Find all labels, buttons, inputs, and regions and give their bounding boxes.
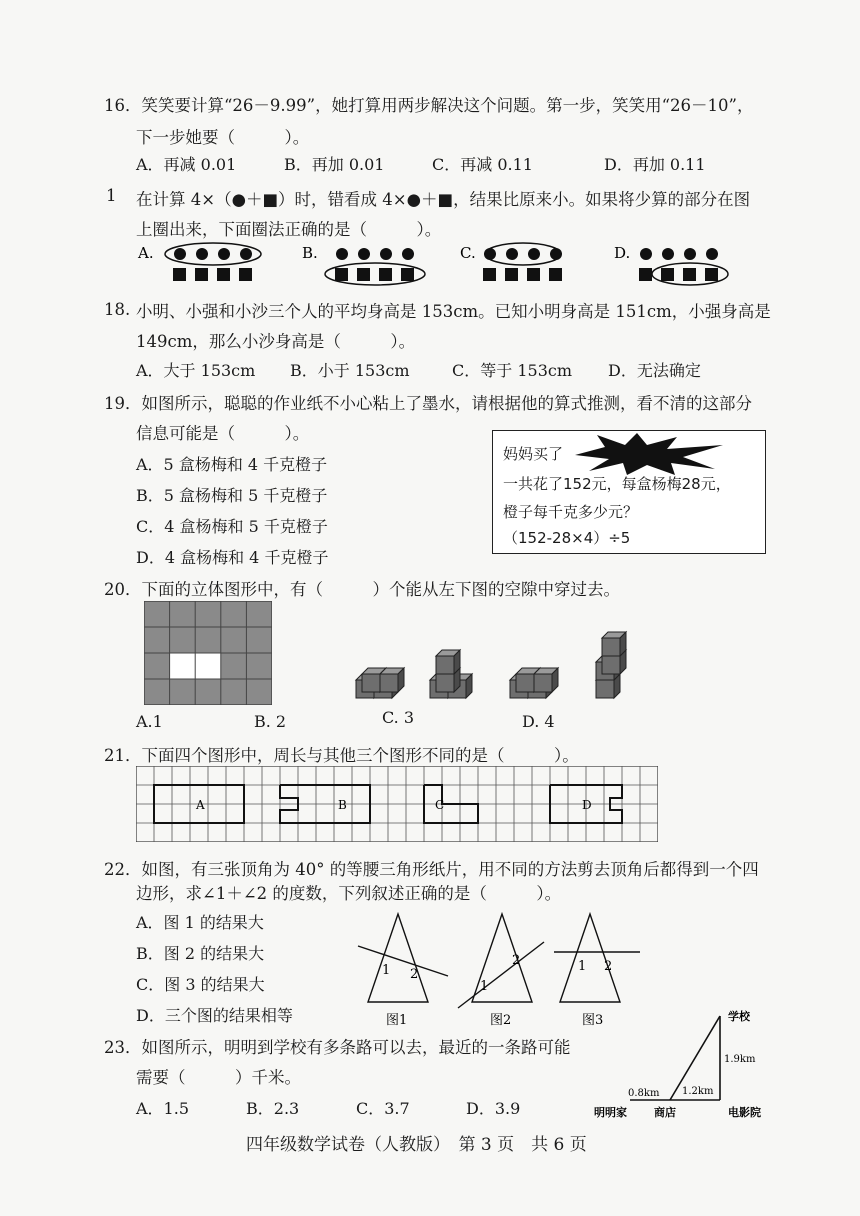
q21-grid-figures (136, 766, 658, 842)
q16-option-c: C．再减 0.11 (432, 155, 533, 174)
q22-fig1-angle1: 1 (382, 963, 391, 978)
q17-line1: 在计算 4×（●＋■）时，错看成 4×●＋■，结果比原来小。如果将少算的部分在图 (136, 190, 751, 209)
q18-option-d: D．无法确定 (608, 361, 701, 380)
q20-option-c: C. 3 (382, 708, 415, 727)
q22-option-a: A．图 1 的结果大 (136, 913, 264, 932)
q19-option-d: D．4 盒杨梅和 4 千克橙子 (136, 548, 329, 567)
q21-label-b: B (338, 798, 347, 812)
q23-option-b: B．2.3 (246, 1099, 300, 1118)
q21-line1: 21．下面四个图形中，周长与其他三个图形不同的是（ ）。 (104, 746, 579, 765)
q23-route-map (592, 1004, 772, 1126)
q23-cinema-label: 电影院 (728, 1106, 761, 1119)
q22-line1: 22．如图，有三张顶角为 40° 的等腰三角形纸片，用不同的方法剪去顶角后都得到一个四 (104, 860, 759, 879)
q17-label-d: D. (614, 244, 631, 262)
q19-box-line4: （152-28×4）÷5 (503, 529, 631, 547)
q17-label-c: C. (460, 244, 476, 262)
q22-fig3-angle1: 1 (578, 959, 587, 974)
q17-number: 1 (106, 186, 117, 205)
q22-fig2-angle1: 1 (480, 979, 489, 994)
q17-line2: 上圈出来，下面圈法正确的是（ ）。 (136, 220, 442, 239)
q16-line1: 16．笑笑要计算“26－9.99”，她打算用两步解决这个问题。第一步，笑笑用“26－10”， (104, 96, 754, 115)
q23-dist-0-8: 0.8km (628, 1088, 660, 1099)
q17-label-a: A. (138, 244, 154, 262)
q22-fig3-angle2: 2 (604, 959, 613, 974)
q16-option-d: D．再加 0.11 (604, 155, 706, 174)
q21-label-c: C (435, 798, 445, 812)
q19-line2: 信息可能是（ ）。 (136, 424, 310, 443)
q23-line2: 需要（ ）千米。 (136, 1068, 301, 1087)
q22-fig2-angle2: 2 (512, 953, 521, 968)
q22-option-c: C．图 3 的结果大 (136, 975, 265, 994)
q19-option-c: C．4 盒杨梅和 5 千克橙子 (136, 517, 328, 536)
q21-label-d: D (582, 798, 592, 812)
q23-dist-1-2: 1.2km (682, 1086, 714, 1097)
q22-option-d: D．三个图的结果相等 (136, 1006, 293, 1025)
ink-blot-icon (575, 433, 725, 475)
q17-label-b: B. (302, 244, 318, 262)
q17-figures (130, 236, 770, 286)
q20-line1: 20．下面的立体图形中，有（ ）个能从左下图的空隙中穿过去。 (104, 580, 620, 599)
q18-line1: 小明、小强和小沙三个人的平均身高是 153cm。已知小明身高是 151cm，小强身高是 (136, 302, 771, 321)
q22-fig3-label: 图3 (582, 1013, 604, 1027)
q22-fig1-angle2: 2 (410, 967, 419, 982)
q16-option-a: A．再减 0.01 (136, 155, 237, 174)
q22-option-b: B．图 2 的结果大 (136, 944, 265, 963)
q19-box-line1: 妈妈买了 (503, 445, 564, 463)
q18-number: 18. (104, 300, 131, 319)
q19-box-line3: 橙子每千克多少元？ (503, 503, 639, 521)
q22-fig2-label: 图2 (490, 1013, 512, 1027)
q19-option-b: B．5 盒杨梅和 5 千克橙子 (136, 486, 328, 505)
q23-shop-label: 商店 (654, 1106, 676, 1119)
q16-option-b: B．再加 0.01 (284, 155, 385, 174)
q18-line2: 149cm，那么小沙身高是（ ）。 (136, 332, 416, 351)
q23-home-label: 明明家 (594, 1106, 627, 1119)
q23-dist-1-9: 1.9km (724, 1054, 756, 1065)
q19-line1: 19．如图所示，聪聪的作业纸不小心粘上了墨水，请根据他的算式推测，看不清的这部分 (104, 394, 752, 413)
q18-option-b: B．小于 153cm (290, 361, 410, 380)
q21-label-a: A (196, 798, 205, 812)
q22-line2: 边形，求∠1＋∠2 的度数，下列叙述正确的是（ ）。 (136, 884, 562, 903)
q18-option-a: A．大于 153cm (136, 361, 256, 380)
q23-school-label: 学校 (728, 1010, 750, 1023)
q20-solid-figures (350, 630, 640, 705)
q20-option-a: A.1 (136, 712, 163, 731)
q20-option-d: D. 4 (522, 712, 555, 731)
q19-homework-box (492, 430, 766, 554)
q22-fig1-label: 图1 (386, 1013, 408, 1027)
q16-line2: 下一步她要（ ）。 (136, 128, 310, 147)
q23-line1: 23．如图所示，明明到学校有多条路可以去，最近的一条路可能 (104, 1038, 571, 1057)
q19-box-line2: 一共花了152元，每盒杨梅28元， (503, 475, 731, 493)
q20-hole-grid (144, 601, 272, 705)
page-footer: 四年级数学试卷（人教版） 第 3 页 共 6 页 (246, 1135, 587, 1155)
q20-option-b: B. 2 (254, 712, 287, 731)
q23-option-d: D．3.9 (466, 1099, 521, 1118)
q18-option-c: C．等于 153cm (452, 361, 573, 380)
q19-option-a: A．5 盒杨梅和 4 千克橙子 (136, 455, 328, 474)
q23-option-a: A．1.5 (136, 1099, 190, 1118)
q23-option-c: C．3.7 (356, 1099, 410, 1118)
